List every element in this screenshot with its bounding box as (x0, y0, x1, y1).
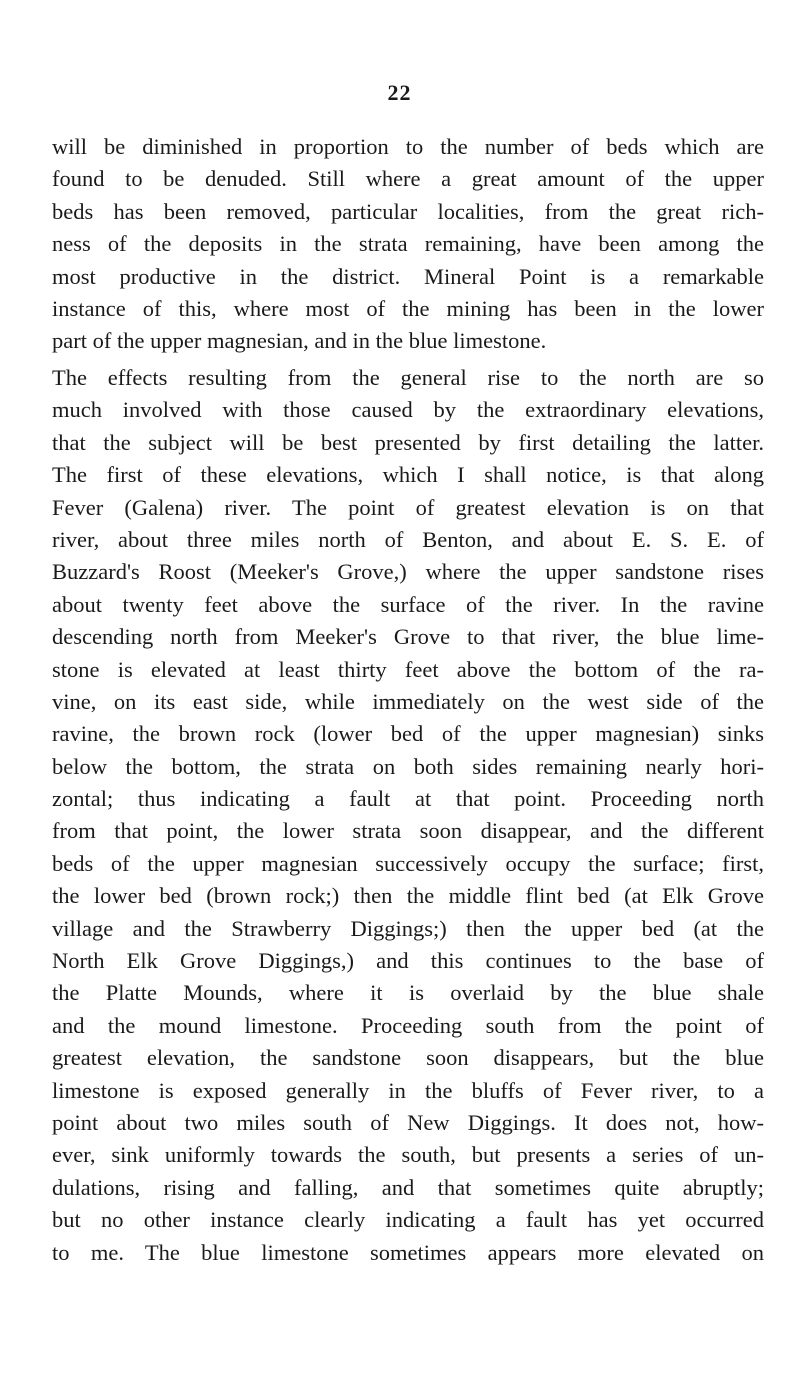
text-line: zontal; thus indicating a fault at that point. Proceeding north (52, 786, 764, 812)
text-line: that the subject will be best presented by first detailing the latter. (52, 429, 764, 455)
text-line: The effects resulting from the general rise to the north are so (52, 365, 764, 390)
text-line: ever, sink uniformly towards the south, but presents a series of un- (52, 1142, 764, 1168)
page-number: 22 (387, 80, 412, 105)
paragraph-2 (52, 362, 764, 1269)
text-line: the Platte Mounds, where it is overlaid by the blue shale (52, 980, 764, 1006)
text-line: dulations, rising and falling, and that sometimes quite abruptly; (52, 1174, 764, 1200)
text-line: found to be denuded. Still where a great amount of the upper (52, 166, 764, 192)
text-line: instance of this, where most of the mining has been in the lower (52, 295, 764, 321)
text-line: much involved with those caused by the extraordinary elevations, (52, 397, 764, 423)
text-line: most productive in the district. Mineral Point is a remarkable (52, 263, 764, 289)
text-line: Fever (Galena) river. The point of greatest elevation is on that (52, 494, 764, 520)
text-line: to me. The blue limestone sometimes appears more elevated on (52, 1239, 764, 1265)
text-line: The first of these elevations, which I shall notice, is that along (52, 462, 764, 488)
text-line: ravine, the brown rock (lower bed of the upper magnesian) sinks (52, 721, 764, 747)
text-line: beds has been removed, particular localities, from the great rich- (52, 198, 764, 224)
text-line: part of the upper magnesian, and in the blue limestone. (52, 328, 547, 354)
text-line: but no other instance clearly indicating a fault has yet occurred (52, 1207, 764, 1233)
text-line: village and the Strawberry Diggings;) then the upper bed (at the (52, 915, 764, 941)
text-line: beds of the upper magnesian successively occupy the surface; first, (52, 850, 764, 876)
text-line: and the mound limestone. Proceeding south from the point of (52, 1012, 764, 1038)
text-line: will be diminished in proportion to the number of beds which are (52, 134, 764, 159)
text-line: vine, on its east side, while immediately on the west side of the (52, 688, 764, 714)
text-line: descending north from Meeker's Grove to that river, the blue lime- (52, 624, 764, 650)
text-line: about twenty feet above the surface of the river. In the ravine (52, 591, 764, 617)
text-line: below the bottom, the strata on both sides remaining nearly hori- (52, 753, 764, 779)
paragraph-1 (52, 131, 764, 358)
text-line: greatest elevation, the sandstone soon disappears, but the blue (52, 1045, 764, 1071)
text-line: stone is elevated at least thirty feet above the bottom of the ra- (52, 656, 764, 682)
text-line: limestone is exposed generally in the bluffs of Fever river, to a (52, 1077, 764, 1103)
text-line: ness of the deposits in the strata remaining, have been among the (52, 231, 764, 257)
text-line: Buzzard's Roost (Meeker's Grove,) where the upper sandstone rises (52, 559, 764, 585)
text-line: North Elk Grove Diggings,) and this continues to the base of (52, 948, 764, 974)
text-line: from that point, the lower strata soon disappear, and the different (52, 818, 764, 844)
text-line: river, about three miles north of Benton, and about E. S. E. of (52, 526, 764, 552)
text-line: the lower bed (brown rock;) then the middle flint bed (at Elk Grove (52, 883, 764, 909)
text-line: point about two miles south of New Diggings. It does not, how- (52, 1109, 764, 1135)
